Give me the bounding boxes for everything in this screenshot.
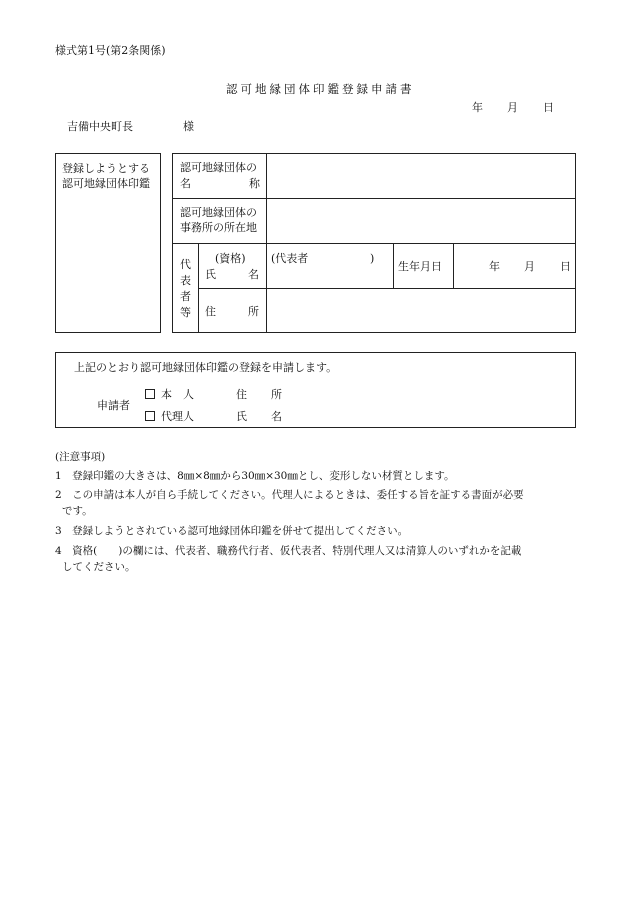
applicant-address-char-b: 所 xyxy=(271,388,282,401)
rep-vertical-char-1: 代 xyxy=(180,258,191,271)
seal-label-line1: 登録しようとする xyxy=(62,162,150,175)
note-item-2-cont: です。 xyxy=(62,505,93,517)
applicant-label: 申請者 xyxy=(97,399,130,412)
rep-address-char-a: 住 xyxy=(205,305,216,318)
rep-vertical-char-2: 表 xyxy=(180,274,191,287)
birth-month-label: 月 xyxy=(524,260,535,273)
self-checkbox[interactable] xyxy=(145,389,155,399)
rep-address-field[interactable] xyxy=(268,290,574,332)
birth-day-label: 日 xyxy=(560,260,571,273)
agent-checkbox[interactable] xyxy=(145,411,155,421)
note-item-3: 3 登録しようとされている認可地縁団体印鑑を併せて提出してください。 xyxy=(55,525,409,537)
note-item-4-cont: してください。 xyxy=(62,561,136,573)
note-item-4: 4 資格( )の欄には、代表者、職務代行者、仮代表者、特別代理人又は清算人のいずれかを記載 xyxy=(55,545,522,557)
option-self-label: 本 人 xyxy=(161,388,194,401)
applicant-name-char-b: 名 xyxy=(271,410,282,423)
qualification-label: (資格) xyxy=(215,252,246,265)
birth-year-label: 年 xyxy=(489,260,500,273)
rep-address-label xyxy=(205,306,259,317)
note-item-1: 1 登録印鑑の大きさは、8㎜×8㎜から30㎜×30㎜とし、変形しない材質とします。 xyxy=(55,470,455,482)
date-year-label: 年 xyxy=(472,101,483,114)
page-title: 認可地縁団体印鑑登録申請書 xyxy=(226,82,415,96)
applicant-name-field[interactable] xyxy=(290,407,570,425)
addressee-honorific: 様 xyxy=(183,120,194,133)
notes-heading: (注意事項) xyxy=(55,451,106,463)
form-number: 様式第1号(第2条関係) xyxy=(55,44,166,57)
office-address-field[interactable] xyxy=(268,200,574,242)
birthdate-label: 生年月日 xyxy=(398,260,442,273)
rep-vertical-char-4: 等 xyxy=(180,306,191,319)
applicant-address-field[interactable] xyxy=(290,385,570,403)
option-agent[interactable] xyxy=(145,411,194,422)
addressee-name: 吉備中央町長 xyxy=(67,120,133,133)
applicant-name-char-a: 氏 xyxy=(236,410,247,423)
applicant-address-label xyxy=(236,389,282,400)
office-label-line2: 事務所の所在地 xyxy=(180,221,257,234)
option-self[interactable] xyxy=(145,389,194,400)
date-month-label: 月 xyxy=(507,101,518,114)
org-name-label-line1: 認可地縁団体の xyxy=(180,161,257,174)
rep-name-label xyxy=(205,269,259,280)
rep-name-char-a: 氏 xyxy=(205,268,216,281)
applicant-name-label xyxy=(236,411,282,422)
rep-address-char-b: 所 xyxy=(248,305,259,318)
option-agent-label: 代理人 xyxy=(161,410,194,423)
rep-name-char-b: 名 xyxy=(248,268,259,281)
note-item-2: 2 この申請は本人が自ら手続してください。代理人によるときは、委任する旨を証する書面が必要 xyxy=(55,489,524,501)
org-name-label-char-a: 名 xyxy=(180,177,191,190)
org-name-field[interactable] xyxy=(268,155,574,197)
seal-label-line2: 認可地縁団体印鑑 xyxy=(62,177,150,190)
org-name-label-char-b: 称 xyxy=(249,177,260,190)
rep-vertical-char-3: 者 xyxy=(180,290,191,303)
application-statement: 上記のとおり認可地縁団体印鑑の登録を申請します。 xyxy=(74,361,338,374)
rep-paren-close: ) xyxy=(370,252,375,265)
office-label-line1: 認可地縁団体の xyxy=(180,206,257,219)
date-day-label: 日 xyxy=(543,101,554,114)
rep-paren-open: (代表者 xyxy=(271,252,309,265)
applicant-address-char-a: 住 xyxy=(236,388,247,401)
org-name-label-line2 xyxy=(180,178,260,189)
rep-name-field[interactable] xyxy=(268,265,392,287)
